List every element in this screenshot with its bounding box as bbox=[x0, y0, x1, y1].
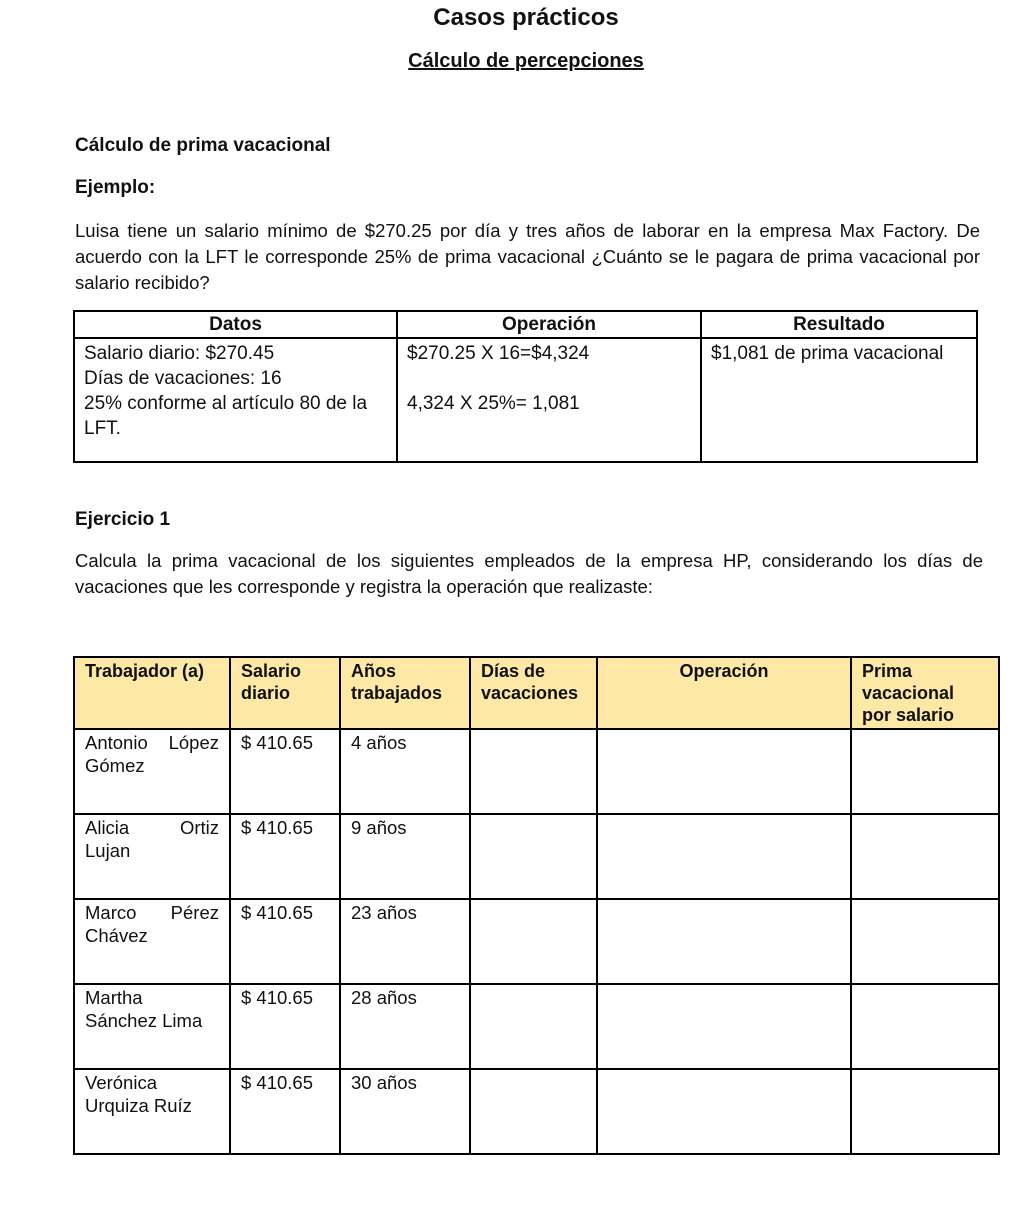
vacation-days-input[interactable] bbox=[470, 729, 597, 814]
salary-cell: $ 410.65 bbox=[230, 984, 340, 1069]
operacion-1: $270.25 X 16=$4,324 bbox=[407, 343, 590, 364]
table-row bbox=[74, 814, 999, 899]
operation-input[interactable] bbox=[597, 814, 851, 899]
prima-input[interactable] bbox=[851, 984, 999, 1069]
vacation-days-input[interactable] bbox=[470, 1069, 597, 1154]
header-operacion: Operación bbox=[597, 657, 851, 729]
worker-name-cell: Marco Pérez Chávez bbox=[74, 899, 230, 984]
years-cell: 28 años bbox=[340, 984, 470, 1069]
prima-input[interactable] bbox=[851, 1069, 999, 1154]
header-salario: Salario diario bbox=[230, 657, 340, 729]
header-resultado: Resultado bbox=[701, 311, 977, 338]
worker-name-cell: Alicia Ortiz Lujan bbox=[74, 814, 230, 899]
example-table bbox=[73, 310, 978, 463]
prima-input[interactable] bbox=[851, 899, 999, 984]
exercise-table bbox=[73, 656, 1000, 1155]
operation-input[interactable] bbox=[597, 1069, 851, 1154]
operacion-2: 4,324 X 25%= 1,081 bbox=[407, 393, 580, 414]
header-prima: Prima vacacional por salario bbox=[851, 657, 999, 729]
example-text: Luisa tiene un salario mínimo de $270.25 por día y tres años de laborar en la empresa Max Factory. De acuerdo con la LFT le corresponde 25% de prima vacacional ¿Cuánto se le pagara de prima vacacional por salario recibido? bbox=[75, 220, 980, 293]
header-datos: Datos bbox=[74, 311, 397, 338]
datos-percent: 25% conforme al artículo 80 de la LFT. bbox=[84, 393, 368, 439]
salary-cell: $ 410.65 bbox=[230, 729, 340, 814]
table-row bbox=[74, 1069, 999, 1154]
page-title: Casos prácticos bbox=[433, 4, 619, 31]
vacation-days-input[interactable] bbox=[470, 814, 597, 899]
operation-input[interactable] bbox=[597, 729, 851, 814]
prima-input[interactable] bbox=[851, 729, 999, 814]
section-heading: Cálculo de prima vacacional bbox=[75, 135, 331, 156]
years-cell: 23 años bbox=[340, 899, 470, 984]
datos-cell bbox=[74, 338, 397, 462]
salary-cell: $ 410.65 bbox=[230, 899, 340, 984]
exercise-label: Ejercicio 1 bbox=[75, 509, 171, 530]
worker-name-cell: Antonio López Gómez bbox=[74, 729, 230, 814]
datos-salary: Salario diario: $270.45 bbox=[84, 343, 275, 364]
header-trabajador: Trabajador (a) bbox=[74, 657, 230, 729]
table-row bbox=[74, 729, 999, 814]
operation-input[interactable] bbox=[597, 899, 851, 984]
years-cell: 4 años bbox=[340, 729, 470, 814]
datos-days: Días de vacaciones: 16 bbox=[84, 368, 282, 389]
vacation-days-input[interactable] bbox=[470, 984, 597, 1069]
worker-name-cell: Verónica Urquiza Ruíz bbox=[74, 1069, 230, 1154]
example-label: Ejemplo: bbox=[75, 177, 156, 198]
table-row bbox=[74, 984, 999, 1069]
resultado-cell: $1,081 de prima vacacional bbox=[701, 338, 977, 462]
table-row bbox=[74, 899, 999, 984]
operation-input[interactable] bbox=[597, 984, 851, 1069]
header-dias: Días de vacaciones bbox=[470, 657, 597, 729]
operacion-cell bbox=[397, 338, 701, 462]
vacation-days-input[interactable] bbox=[470, 899, 597, 984]
prima-input[interactable] bbox=[851, 814, 999, 899]
salary-cell: $ 410.65 bbox=[230, 1069, 340, 1154]
worker-name-cell: Martha Sánchez Lima bbox=[74, 984, 230, 1069]
subtitle: Cálculo de percepciones bbox=[408, 50, 644, 72]
years-cell: 30 años bbox=[340, 1069, 470, 1154]
years-cell: 9 años bbox=[340, 814, 470, 899]
header-anos: Años trabajados bbox=[340, 657, 470, 729]
exercise-text: Calcula la prima vacacional de los siguientes empleados de la empresa HP, considerando los días de vacaciones que les corresponde y registra la operación que realizaste: bbox=[75, 550, 983, 597]
header-operacion: Operación bbox=[397, 311, 701, 338]
salary-cell: $ 410.65 bbox=[230, 814, 340, 899]
